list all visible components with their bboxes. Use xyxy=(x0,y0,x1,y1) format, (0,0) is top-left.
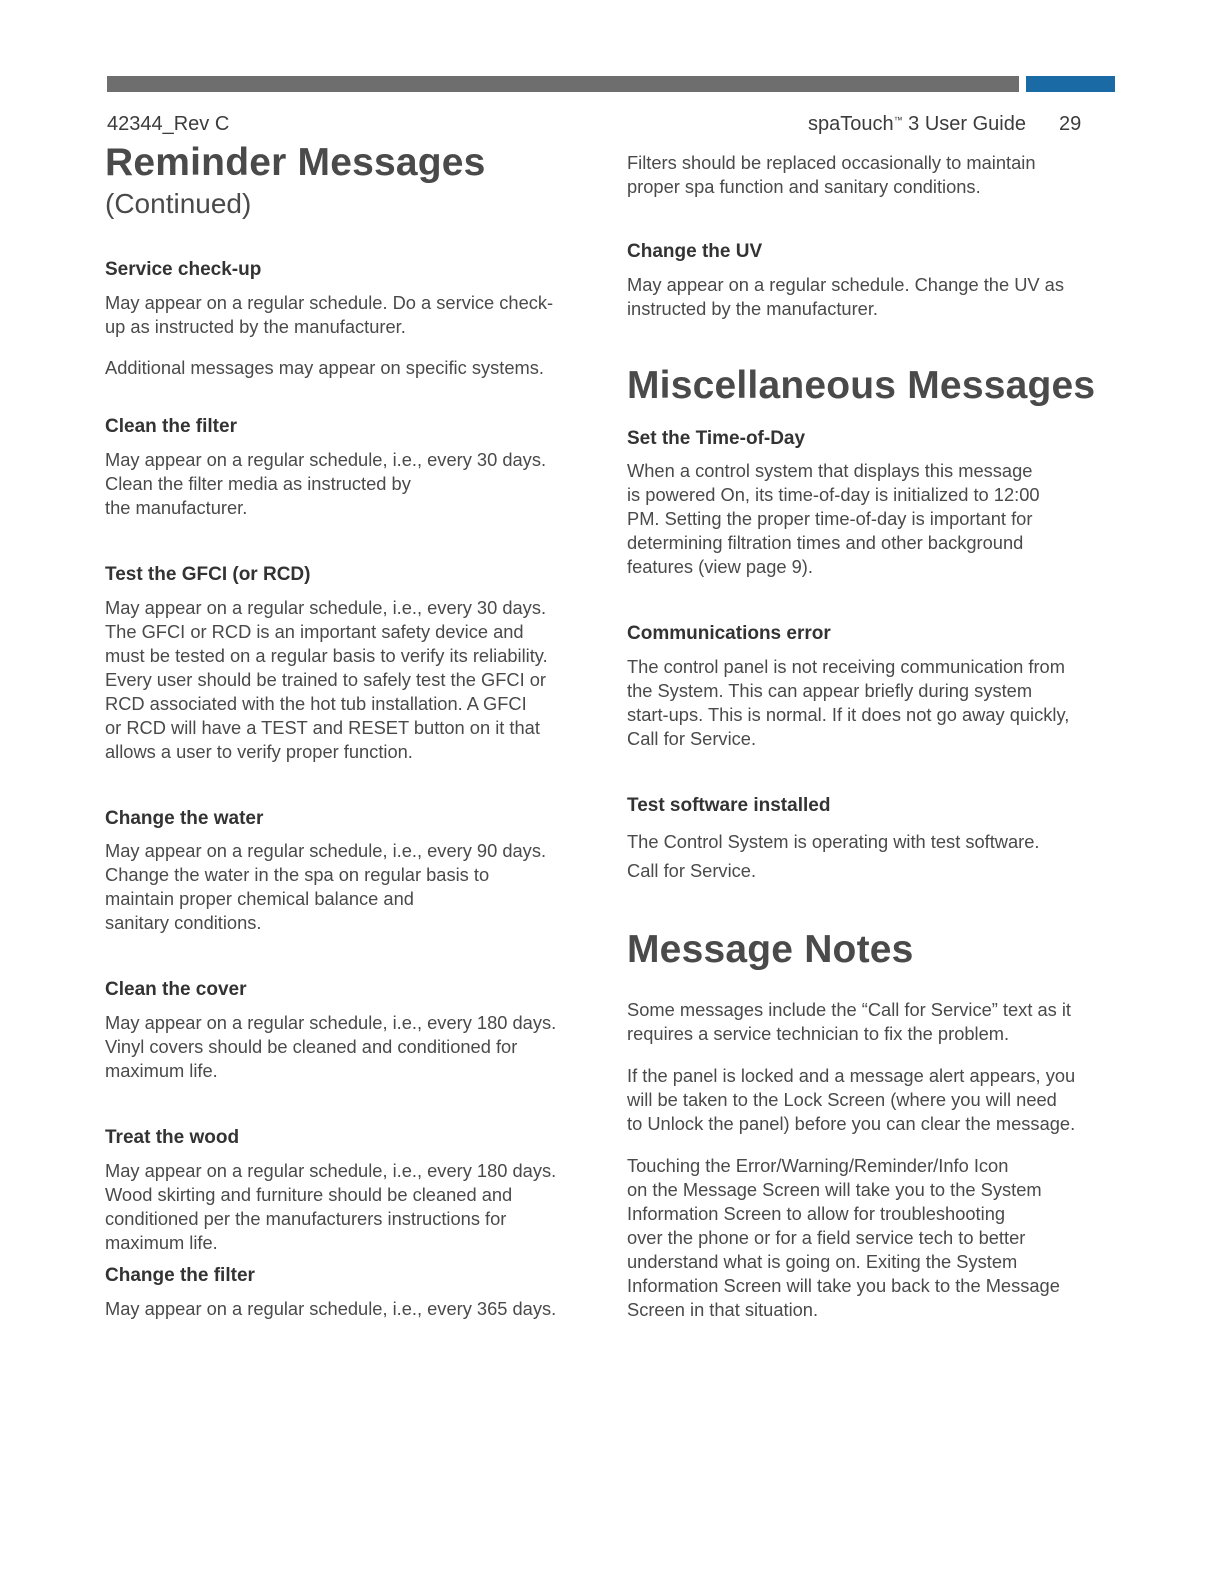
text-line: Touching the Error/Warning/Reminder/Info Icon xyxy=(627,1154,1009,1176)
block-set-time xyxy=(627,427,1119,580)
heading-test-gfci: Test the GFCI (or RCD) xyxy=(105,563,311,585)
text-line: on the Message Screen will take you to the System xyxy=(627,1178,1042,1200)
text-line: over the phone or for a field service tech to better xyxy=(627,1226,1026,1248)
text-line: May appear on a regular schedule. Do a service check- xyxy=(105,292,554,314)
text-additional: Additional messages may appear on specific systems. xyxy=(105,357,544,379)
text-treat-wood xyxy=(105,1159,605,1255)
text-filters-note xyxy=(627,151,1119,199)
block-change-water xyxy=(105,807,605,936)
block-test-gfci xyxy=(105,563,605,764)
text-set-time xyxy=(627,459,1119,579)
text-line: Filters should be replaced occasionally to maintain xyxy=(627,152,1036,173)
section-title-notes: Message Notes xyxy=(627,927,914,971)
text-line: maximum life. xyxy=(105,1231,218,1253)
text-line: Vinyl covers should be cleaned and conditioned for xyxy=(105,1036,518,1058)
text-line: will be taken to the Lock Screen (where you will need xyxy=(627,1088,1057,1110)
text-line: understand what is going on. Exiting the System xyxy=(627,1250,1018,1272)
block-change-uv xyxy=(627,240,1119,321)
text-line: Screen in that situation. xyxy=(627,1298,819,1320)
text-line: Wood skirting and furniture should be cleaned and xyxy=(105,1183,513,1205)
text-line: the System. This can appear briefly during system xyxy=(627,680,1033,702)
text-line: Information Screen to allow for troubleshooting xyxy=(627,1202,1006,1224)
text-clean-cover xyxy=(105,1011,605,1083)
header-bar-blue xyxy=(1026,76,1115,92)
heading-clean-cover: Clean the cover xyxy=(105,979,247,1001)
text-line: maximum life. xyxy=(105,1060,218,1082)
text-note-1 xyxy=(627,998,1119,1046)
text-line: May appear on a regular schedule, i.e., every 365 days. xyxy=(105,1297,557,1319)
text-line: maintain proper chemical balance and xyxy=(105,888,414,910)
text-line: The Control System is operating with test software. xyxy=(627,830,1040,852)
page-number: 29 xyxy=(1059,113,1082,135)
text-change-water xyxy=(105,839,605,935)
text-line: instructed by the manufacturer. xyxy=(627,297,878,319)
text-line: is powered On, its time-of-day is initialized to 12:00 xyxy=(627,484,1040,506)
block-change-filter xyxy=(105,1264,605,1321)
guide-title-rest: 3 User Guide xyxy=(902,113,1026,135)
text-line: Information Screen will take you back to the Message xyxy=(627,1274,1060,1296)
text-line: Call for Service. xyxy=(627,728,757,750)
text-line: start-ups. This is normal. If it does not go away quickly, xyxy=(627,704,1070,726)
right-column xyxy=(627,151,1119,1322)
text-service-checkup xyxy=(105,291,605,339)
section-subtitle: (Continued) xyxy=(105,187,252,219)
text-line: to Unlock the panel) before you can clear the message. xyxy=(627,1112,1076,1134)
block-treat-wood xyxy=(105,1126,605,1255)
heading-test-software: Test software installed xyxy=(627,795,831,817)
text-note-3 xyxy=(627,1154,1119,1322)
text-line: or RCD will have a TEST and RESET button on it that xyxy=(105,716,540,738)
text-line: determining filtration times and other background xyxy=(627,532,1024,554)
heading-treat-wood: Treat the wood xyxy=(105,1127,240,1149)
text-line: If the panel is locked and a message alert appears, you xyxy=(627,1064,1076,1086)
text-line: May appear on a regular schedule, i.e., every 180 days. xyxy=(105,1012,557,1034)
text-line: Every user should be trained to safely test the GFCI or xyxy=(105,668,546,690)
section-title-misc: Miscellaneous Messages xyxy=(627,363,1096,407)
text-line: sanitary conditions. xyxy=(105,912,262,934)
block-comm-error xyxy=(627,622,1119,751)
text-line: May appear on a regular schedule. Change the UV as xyxy=(627,273,1064,295)
heading-change-water: Change the water xyxy=(105,807,264,829)
trademark-mark: ™ xyxy=(893,115,903,125)
section-title-reminder: Reminder Messages xyxy=(105,141,486,184)
text-line: Change the water in the spa on regular basis to xyxy=(105,864,490,886)
guide-title-brand: spaTouch xyxy=(807,113,894,135)
block-service-checkup xyxy=(105,258,605,339)
text-line: May appear on a regular schedule, i.e., every 180 days. xyxy=(105,1159,557,1181)
text-line: the manufacturer. xyxy=(105,496,248,518)
text-line: The GFCI or RCD is an important safety device and xyxy=(105,620,524,642)
text-change-filter xyxy=(105,1297,605,1321)
guide-title xyxy=(808,113,1026,136)
text-line: Some messages include the “Call for Service” text as it xyxy=(627,998,1072,1020)
text-comm-error xyxy=(627,655,1119,751)
heading-comm-error: Communications error xyxy=(627,623,831,645)
heading-service-checkup: Service check-up xyxy=(105,259,262,281)
left-column xyxy=(105,140,605,1321)
text-line: May appear on a regular schedule, i.e., every 30 days. xyxy=(105,596,547,618)
text-note-2 xyxy=(627,1064,1119,1136)
text-line: May appear on a regular schedule, i.e., every 90 days. xyxy=(105,840,547,862)
text-clean-filter xyxy=(105,448,605,520)
text-line: RCD associated with the hot tub installation. A GFCI xyxy=(105,692,527,714)
text-line: PM. Setting the proper time-of-day is important for xyxy=(627,508,1033,530)
block-test-software xyxy=(627,794,1119,885)
block-clean-cover xyxy=(105,978,605,1083)
header-bar-gray xyxy=(107,76,1019,92)
heading-clean-filter: Clean the filter xyxy=(105,416,237,438)
text-line: requires a service technician to fix the problem. xyxy=(627,1022,1010,1044)
text-line: must be tested on a regular basis to verify its reliability. xyxy=(105,644,548,666)
doc-id: 42344_Rev C xyxy=(107,113,230,135)
text-line: When a control system that displays this message xyxy=(627,460,1033,482)
text-test-gfci xyxy=(105,596,605,764)
text-line: conditioned per the manufacturers instructions for xyxy=(105,1207,507,1229)
text-line: Call for Service. xyxy=(627,859,757,881)
text-test-software xyxy=(627,827,1119,885)
text-line: proper spa function and sanitary conditions. xyxy=(627,176,981,197)
text-line: up as instructed by the manufacturer. xyxy=(105,316,406,338)
text-change-uv xyxy=(627,273,1119,321)
text-line: May appear on a regular schedule, i.e., every 30 days. xyxy=(105,448,547,470)
text-line: features (view page 9). xyxy=(627,556,813,578)
heading-change-uv: Change the UV xyxy=(627,241,763,262)
block-clean-filter xyxy=(105,415,605,520)
text-line: The control panel is not receiving communication from xyxy=(627,656,1065,678)
text-line: Clean the filter media as instructed by xyxy=(105,472,411,494)
heading-set-time: Set the Time-of-Day xyxy=(627,427,806,449)
text-line: allows a user to verify proper function. xyxy=(105,740,413,762)
heading-change-filter: Change the filter xyxy=(105,1264,255,1286)
